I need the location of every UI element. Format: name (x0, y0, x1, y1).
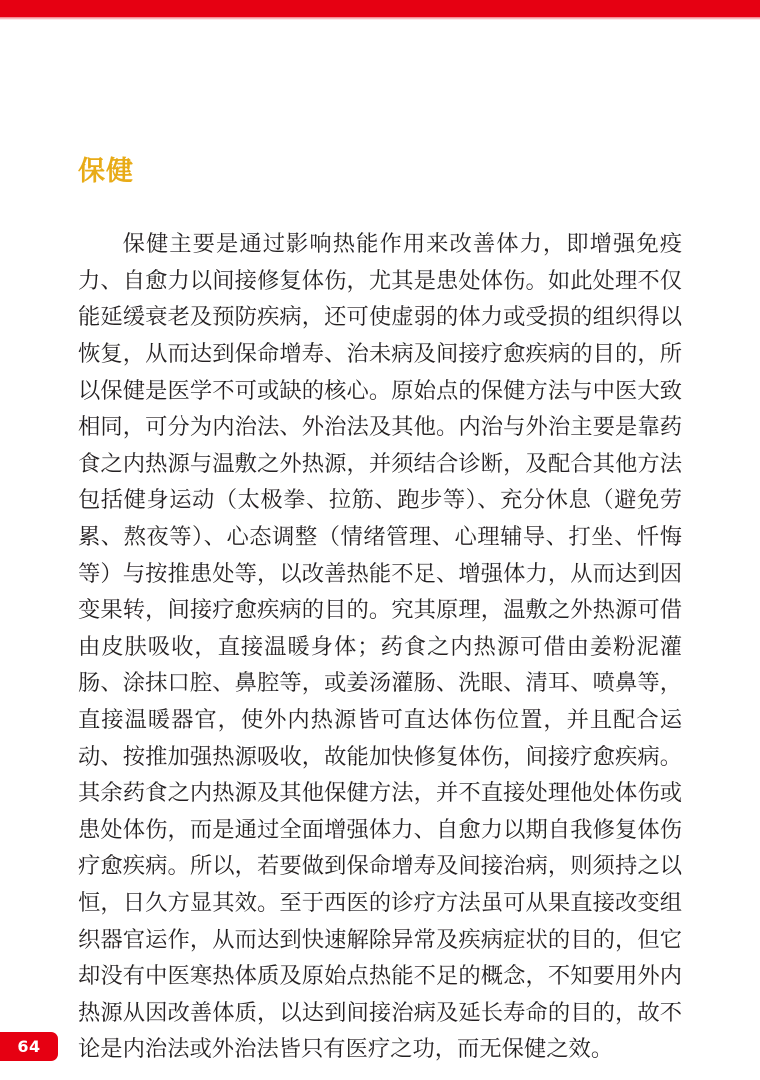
page-number-label: 64 (17, 1037, 41, 1056)
body-paragraph: 保健主要是通过影响热能作用来改善体力，即增强免疫力、自愈力以间接修复体伤，尤其是患处体伤。如此处理不仅能延缓衰老及预防疾病，还可使虚弱的体力或受损的组织得以恢复，从而达到保命增寿、治未病及间接疗愈疾病的目的，所以保健是医学不可或缺的核心。原始点的保健方法与中医大致相同，可分为内治法、外治法及其他。内治与外治主要是靠药食之内热源与温敷之外热源，并须结合诊断，及配合其他方法包括健身运动（太极拳、拉筋、跑步等）、充分休息（避免劳累、熬夜等）、心态调整（情绪管理、心理辅导、打坐、忏悔等）与按推患处等，以改善热能不足、增强体力，从而达到因变果转，间接疗愈疾病的目的。究其原理，温敷之外热源可借由皮肤吸收，直接温暖身体；药食之内热源可借由姜粉泥灌肠、涂抹口腔、鼻腔等，或姜汤灌肠、洗眼、清耳、喷鼻等，直接温暖器官，使外内热源皆可直达体伤位置，并且配合运动、按推加强热源吸收，故能加快修复体伤，间接疗愈疾病。其余药食之内热源及其他保健方法，并不直接处理他处体伤或患处体伤，而是通过全面增强体力、自愈力以期自我修复体伤疗愈疾病。所以，若要做到保命增寿及间接治病，则须持之以恒，日久方显其效。至于西医的诊疗方法虽可从果直接改变组织器官运作，从而达到快速解除异常及疾病症状的目的，但它却没有中医寒热体质及原始点热能不足的概念，不知要用外内热源从因改善体质，以达到间接治病及延长寿命的目的，故不论是内治法或外治法皆只有医疗之功，而无保健之效。 (78, 231, 682, 1063)
red-header-bar-shadow (0, 17, 760, 20)
section-heading: 保健 (78, 156, 134, 188)
page-number-badge (0, 1032, 58, 1061)
red-header-bar (0, 0, 760, 17)
